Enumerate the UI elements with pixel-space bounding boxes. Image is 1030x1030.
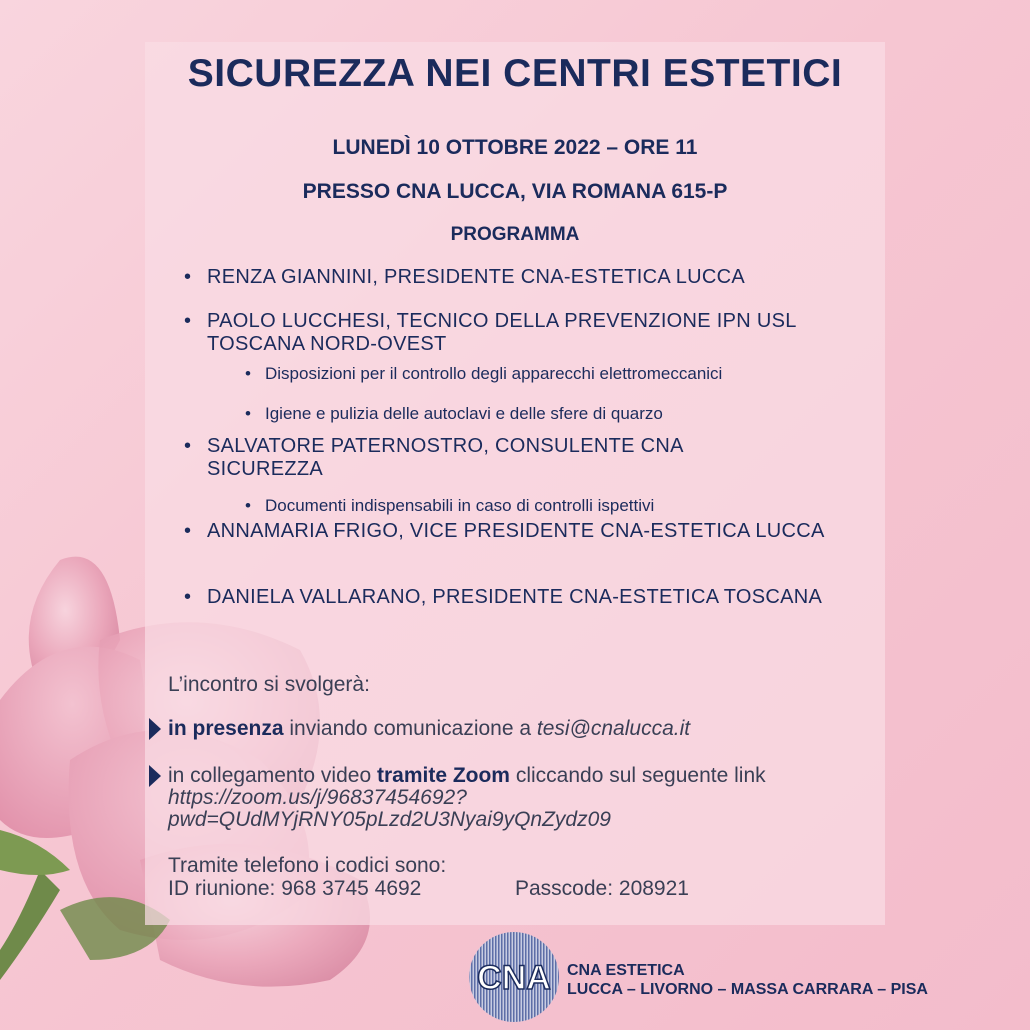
- topic-item: • Igiene e pulizia delle autoclavi e delle sfere di quarzo: [245, 404, 663, 423]
- speaker-item: • ANNAMARIA FRIGO, VICE PRESIDENTE CNA-ESTETICA LUCCA: [184, 520, 825, 542]
- program-heading: PROGRAMMA: [450, 224, 580, 245]
- bullet-icon: •: [184, 520, 192, 542]
- option-zoom: in collegamento video tramite Zoom cliccando sul seguente link https://zoom.us/j/96837454692? pwd=QUdMYjRNY05pLzd2U3Nyai9yQnZydz09: [168, 764, 766, 831]
- cna-logo: [468, 931, 560, 1023]
- event-venue: PRESSO CNA LUCCA, VIA ROMANA 615-P: [302, 180, 728, 203]
- email-link[interactable]: tesi@cnalucca.it: [536, 717, 691, 740]
- arrow-right-icon: [149, 718, 161, 740]
- passcode: Passcode: 208921: [515, 877, 689, 900]
- page-title: SICUREZZA NEI CENTRI ESTETICI: [187, 52, 843, 95]
- topic-item: • Documenti indispensabili in caso di controlli ispettivi: [245, 496, 655, 515]
- info-intro: L’incontro si svolgerà:: [168, 673, 370, 696]
- speaker-item: • PAOLO LUCCHESI, TECNICO DELLA PREVENZIONE IPN USL TOSCANA NORD-OVEST: [184, 310, 796, 355]
- speaker-item: • SALVATORE PATERNOSTRO, CONSULENTE CNA SICUREZZA: [184, 435, 683, 480]
- option-in-person: in presenza inviando comunicazione a tesi@cnalucca.it: [168, 717, 691, 740]
- bullet-icon: •: [184, 435, 192, 457]
- bullet-icon: •: [245, 364, 251, 383]
- bullet-icon: •: [184, 310, 192, 332]
- topic-item: • Disposizioni per il controllo degli apparecchi elettromeccanici: [245, 364, 723, 383]
- bullet-icon: •: [245, 496, 251, 515]
- bullet-icon: •: [184, 586, 192, 608]
- zoom-link[interactable]: https://zoom.us/j/96837454692? pwd=QUdMYjRNY05pLzd2U3Nyai9yQnZydz09: [168, 786, 611, 831]
- bullet-icon: •: [245, 404, 251, 423]
- meeting-id: ID riunione: 968 3745 4692: [168, 877, 422, 900]
- event-date: LUNEDÌ 10 OTTOBRE 2022 – ORE 11: [332, 136, 698, 159]
- org-name: CNA ESTETICA: [567, 962, 685, 979]
- phone-intro: Tramite telefono i codici sono:: [168, 854, 447, 877]
- org-regions: LUCCA – LIVORNO – MASSA CARRARA – PISA: [567, 981, 928, 998]
- speaker-item: • RENZA GIANNINI, PRESIDENTE CNA-ESTETICA LUCCA: [184, 266, 746, 288]
- bullet-icon: •: [184, 266, 192, 288]
- arrow-right-icon: [149, 765, 161, 787]
- speaker-item: • DANIELA VALLARANO, PRESIDENTE CNA-ESTETICA TOSCANA: [184, 586, 823, 608]
- svg-text:CNA: CNA: [477, 959, 551, 997]
